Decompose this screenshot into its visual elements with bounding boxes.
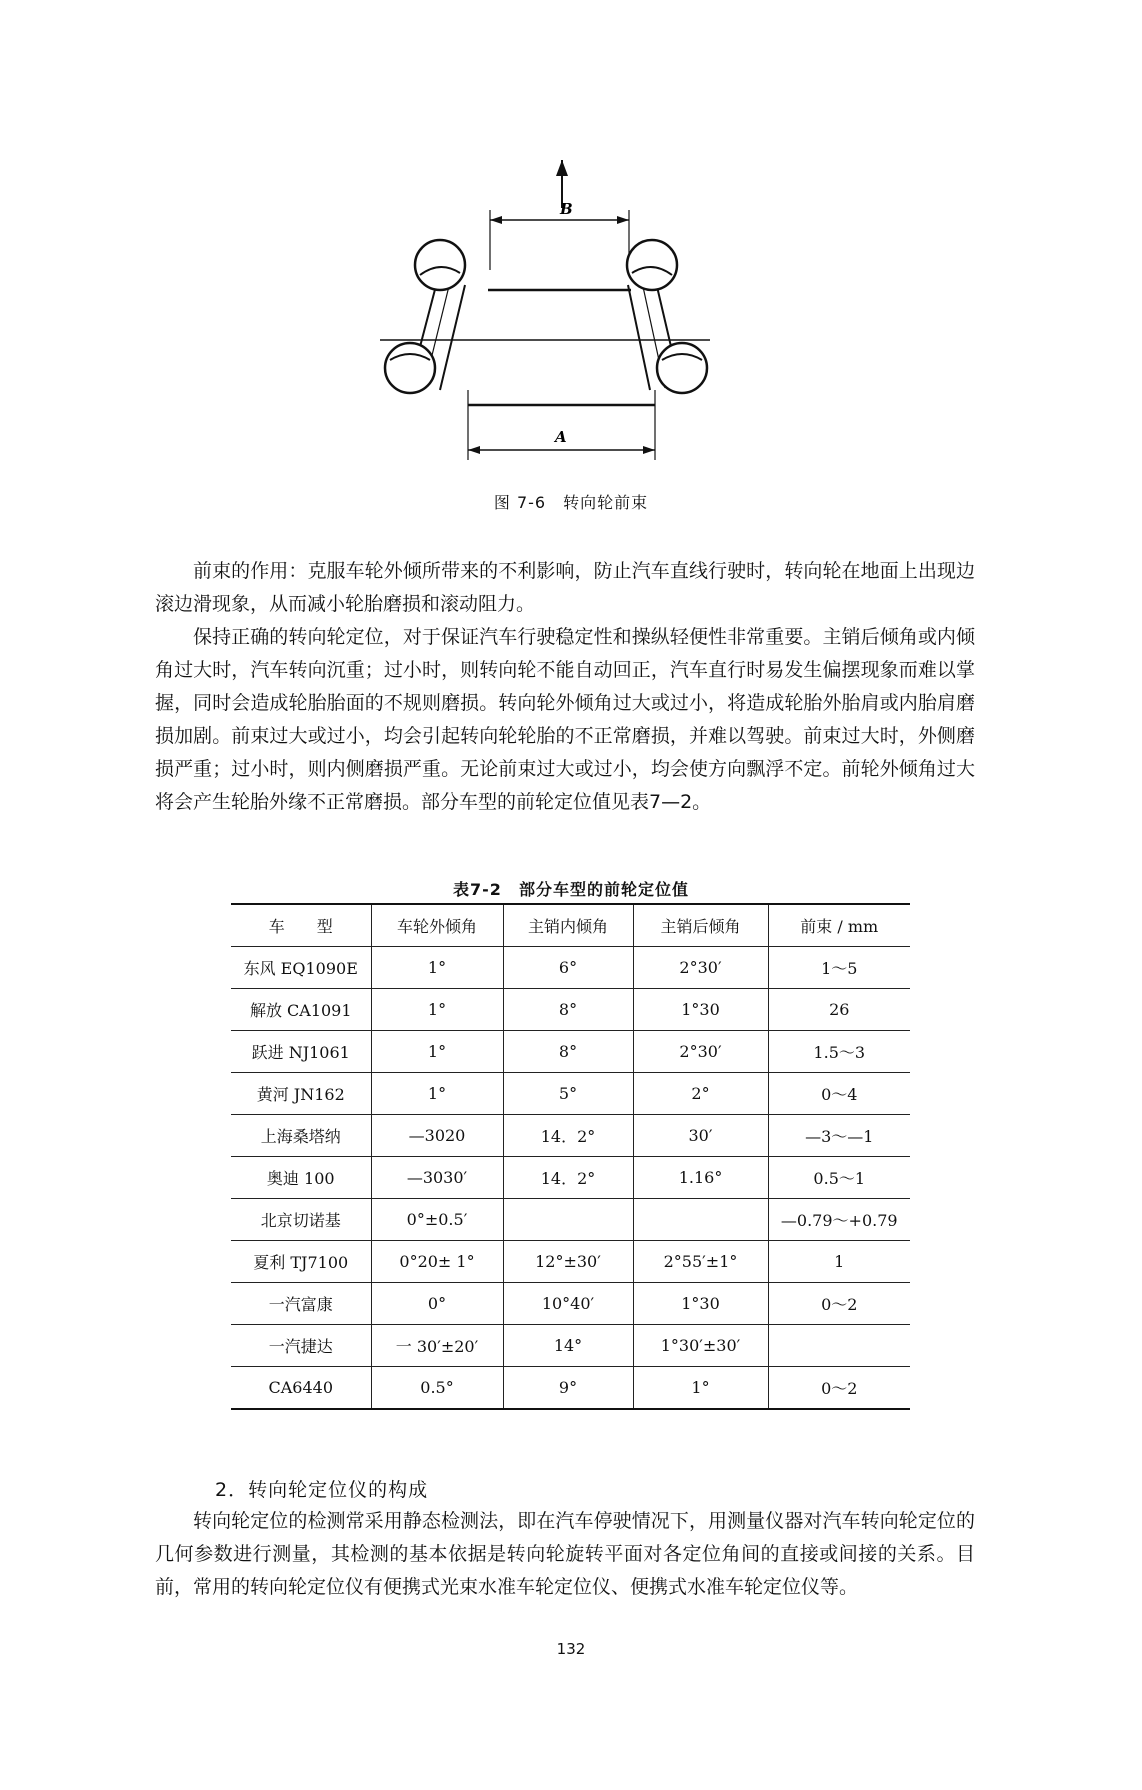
table-row: [231, 1031, 910, 1073]
a-arrow-right: [643, 446, 655, 454]
header-toe-in: 前束 / mm: [768, 904, 910, 947]
header-vehicle-model: 车 型: [231, 904, 371, 947]
cell-kingpin: 8°: [503, 1031, 633, 1073]
right-front-wheel: [627, 240, 677, 290]
cell-caster: 2°30′: [633, 1031, 768, 1073]
cell-model: CA6440: [231, 1367, 371, 1410]
paragraph-toe-in-function: 前束的作用：克服车轮外倾所带来的不利影响，防止汽车直线行驶时，转向轮在地面上出现边滚边滑现象，从而减小轮胎磨损和滚动阻力。: [155, 560, 975, 615]
table-row: [231, 1325, 910, 1367]
cell-camber: 0°±0.5′: [371, 1199, 503, 1241]
cell-kingpin: 6°: [503, 947, 633, 989]
cell-model: 北京切诺基: [231, 1199, 371, 1241]
cell-kingpin: 14．2°: [503, 1115, 633, 1157]
right-rear-wheel: [657, 343, 707, 393]
table-row: [231, 1241, 910, 1283]
table-row: [231, 1157, 910, 1199]
cell-camber: 0°: [371, 1283, 503, 1325]
cell-camber: 1°: [371, 1073, 503, 1115]
cell-kingpin: 5°: [503, 1073, 633, 1115]
cell-caster: 1°30: [633, 1283, 768, 1325]
cell-toe-in: 26: [768, 989, 910, 1031]
table-header-row: [231, 904, 910, 947]
b-arrow-right: [617, 216, 629, 224]
right-tire: [627, 240, 707, 393]
cell-kingpin: 12°±30′: [503, 1241, 633, 1283]
cell-model: 解放 CA1091: [231, 989, 371, 1031]
cell-model: 上海桑塔纳: [231, 1115, 371, 1157]
cell-model: 东风 EQ1090E: [231, 947, 371, 989]
table-row: [231, 947, 910, 989]
table-row: [231, 1115, 910, 1157]
cell-caster: 1.16°: [633, 1157, 768, 1199]
header-camber: 车轮外倾角: [371, 904, 503, 947]
cell-toe-in: 0～4: [768, 1073, 910, 1115]
cell-kingpin: 8°: [503, 989, 633, 1031]
cell-camber: 一 30′±20′: [371, 1325, 503, 1367]
left-front-wheel: [415, 240, 465, 290]
cell-toe-in: 1.5～3: [768, 1031, 910, 1073]
label-a: A: [555, 428, 567, 446]
alignment-table: [231, 903, 910, 1410]
cell-kingpin: 14°: [503, 1325, 633, 1367]
cell-toe-in: 0～2: [768, 1283, 910, 1325]
header-kingpin-inclination: 主销内倾角: [503, 904, 633, 947]
table-caption: 表7-2 部分车型的前轮定位值: [453, 880, 689, 899]
cell-caster: [633, 1199, 768, 1241]
cell-caster: 2°30′: [633, 947, 768, 989]
a-arrow-left: [468, 446, 480, 454]
cell-model: 奥迪 100: [231, 1157, 371, 1199]
cell-caster: 1°30′±30′: [633, 1325, 768, 1367]
table-row: [231, 1199, 910, 1241]
label-b: B: [560, 200, 573, 218]
left-tire: [385, 240, 465, 393]
table-row: [231, 989, 910, 1031]
cell-model: 一汽富康: [231, 1283, 371, 1325]
cell-model: 夏利 TJ7100: [231, 1241, 371, 1283]
cell-toe-in: 1～5: [768, 947, 910, 989]
cell-caster: 2°55′±1°: [633, 1241, 768, 1283]
cell-camber: 1°: [371, 989, 503, 1031]
section-heading: 2．转向轮定位仪的构成: [215, 1479, 429, 1501]
cell-model: 黄河 JN162: [231, 1073, 371, 1115]
cell-toe-in: 1: [768, 1241, 910, 1283]
cell-caster: 30′: [633, 1115, 768, 1157]
cell-camber: —3020: [371, 1115, 503, 1157]
cell-toe-in: —0.79～+0.79: [768, 1199, 910, 1241]
cell-kingpin: [503, 1199, 633, 1241]
cell-kingpin: 10°40′: [503, 1283, 633, 1325]
cell-kingpin: 9°: [503, 1367, 633, 1410]
cell-caster: 1°: [633, 1367, 768, 1410]
cell-caster: 1°30: [633, 989, 768, 1031]
cell-toe-in: —3～—1: [768, 1115, 910, 1157]
table-row: [231, 1073, 910, 1115]
page-number: 132: [556, 1640, 586, 1658]
cell-kingpin: 14．2°: [503, 1157, 633, 1199]
cell-camber: —3030′: [371, 1157, 503, 1199]
left-rear-wheel: [385, 343, 435, 393]
cell-toe-in: 0.5～1: [768, 1157, 910, 1199]
cell-camber: 1°: [371, 1031, 503, 1073]
table-row: [231, 1283, 910, 1325]
b-arrow-left: [490, 216, 502, 224]
cell-camber: 0.5°: [371, 1367, 503, 1410]
cell-toe-in: 0～2: [768, 1367, 910, 1410]
paragraph-alignment-instrument: 转向轮定位的检测常采用静态检测法，即在汽车停驶情况下，用测量仪器对汽车转向轮定位的几何参数进行测量，其检测的基本依据是转向轮旋转平面对各定位角间的直接或间接的关系。目前，常用的转向轮定位仪有便携式光束水准车轮定位仪、便携式水准车轮定位仪等。: [155, 1510, 975, 1598]
toe-in-diagram: [380, 160, 760, 490]
paragraph-wheel-alignment: 保持正确的转向轮定位，对于保证汽车行驶稳定性和操纵轻便性非常重要。主销后倾角或内倾角过大时，汽车转向沉重；过小时，则转向轮不能自动回正，汽车直行时易发生偏摆现象而难以掌握，同时会造成轮胎胎面的不规则磨损。转向轮外倾角过大或过小，将造成轮胎外胎肩或内胎肩磨损加剧。前束过大或过小，均会引起转向轮轮胎的不正常磨损，并难以驾驶。前束过大时，外侧磨损严重；过小时，则内侧磨损严重。无论前束过大或过小，均会使方向飘浮不定。前轮外倾角过大将会产生轮胎外缘不正常磨损。部分车型的前轮定位值见表7—2。: [155, 626, 975, 813]
header-caster: 主销后倾角: [633, 904, 768, 947]
cell-camber: 1°: [371, 947, 503, 989]
toe-in-figure: [380, 160, 760, 490]
table-row: [231, 1367, 910, 1410]
cell-model: 跃进 NJ1061: [231, 1031, 371, 1073]
figure-caption: 图 7-6 转向轮前束: [493, 493, 649, 512]
cell-toe-in: [768, 1325, 910, 1367]
cell-caster: 2°: [633, 1073, 768, 1115]
cell-camber: 0°20± 1°: [371, 1241, 503, 1283]
cell-model: 一汽捷达: [231, 1325, 371, 1367]
direction-arrow-head: [556, 160, 568, 176]
